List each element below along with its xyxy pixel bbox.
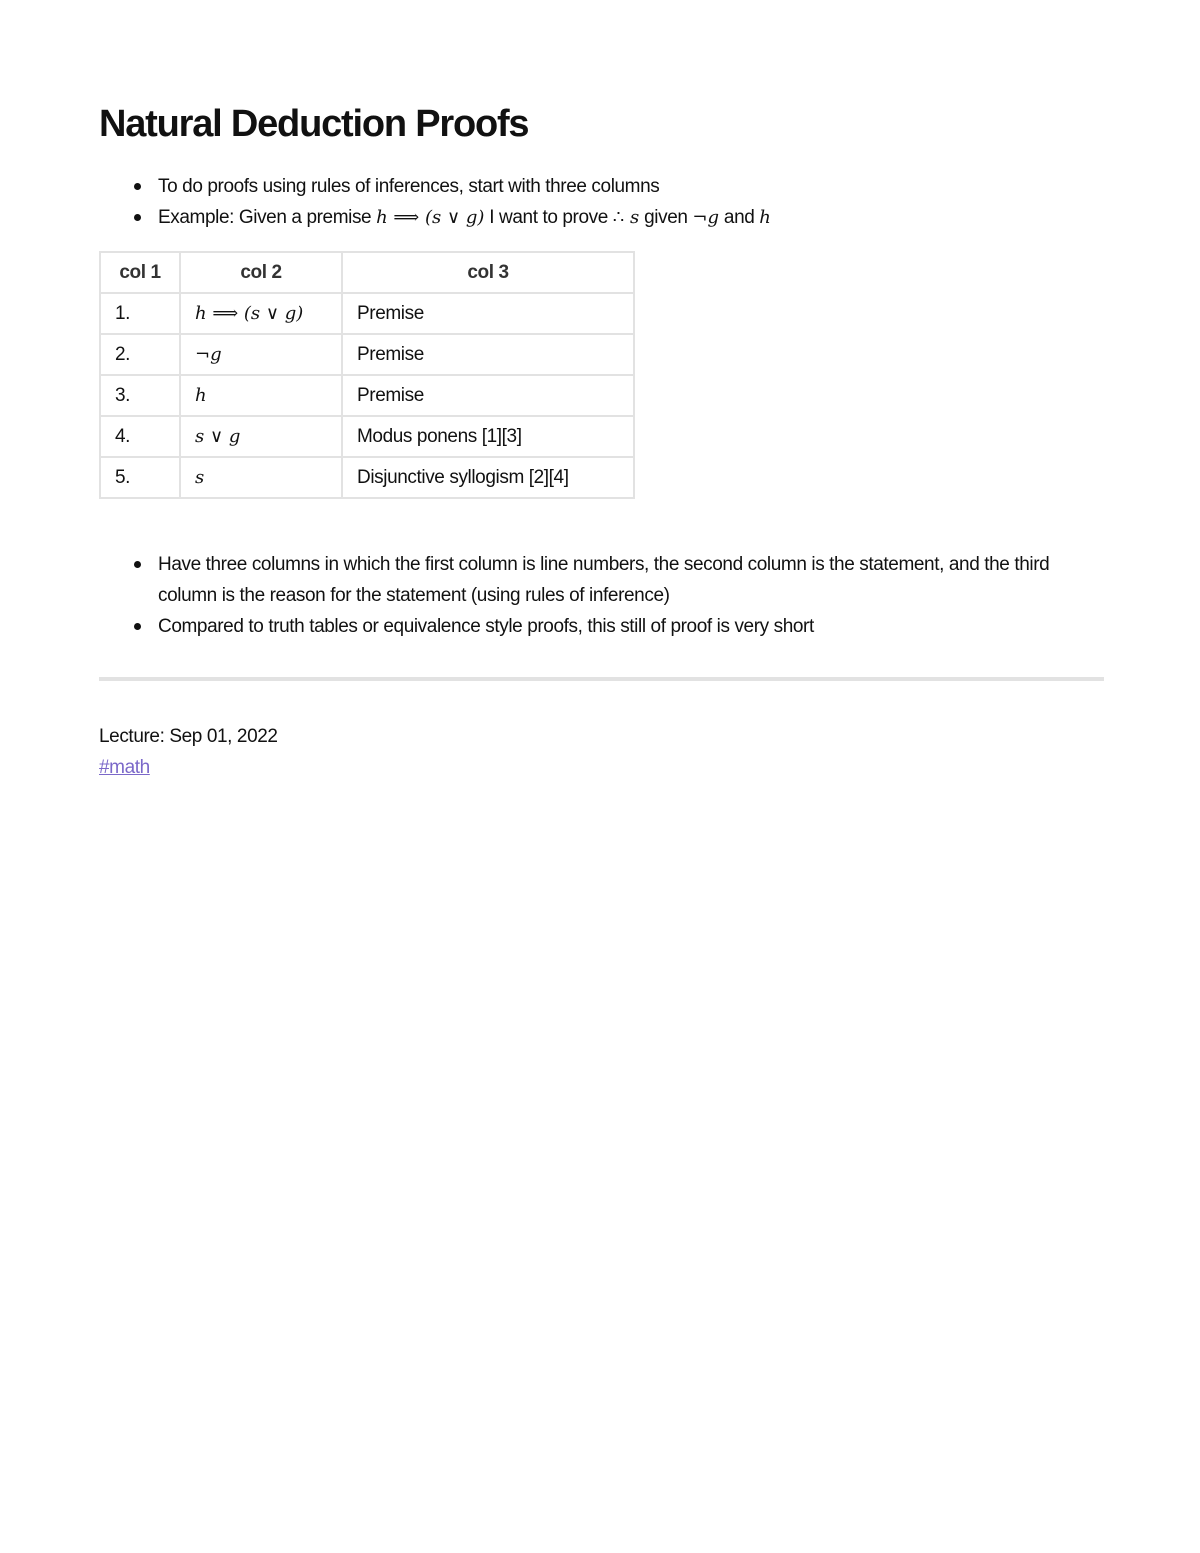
list-item-example bbox=[158, 202, 1104, 233]
therefore-symbol: ∴ bbox=[612, 207, 625, 228]
list-item: Compared to truth tables or equivalence style proofs, this still of proof is very short bbox=[158, 611, 1104, 642]
bullet-text: To do proofs using rules of inferences, start with three columns bbox=[158, 176, 660, 197]
math-s: s bbox=[629, 207, 640, 228]
table-header-row bbox=[100, 252, 634, 293]
statement-cell: s bbox=[180, 457, 342, 498]
lecture-date: Lecture: Sep 01, 2022 bbox=[99, 726, 278, 747]
table-row bbox=[100, 334, 634, 375]
intro-bullet-list bbox=[99, 171, 1104, 233]
section-divider bbox=[99, 677, 1104, 681]
table-row bbox=[100, 457, 634, 498]
table-row bbox=[100, 293, 634, 334]
statement-cell: ¬g bbox=[180, 334, 342, 375]
math-s-or-g: (s ∨ g) bbox=[424, 207, 485, 228]
reason-cell: Premise bbox=[342, 334, 634, 375]
page-title: Natural Deduction Proofs bbox=[99, 103, 529, 145]
statement-cell: h bbox=[180, 375, 342, 416]
line-number-cell: 2. bbox=[100, 334, 180, 375]
statement-cell: h ⟹ (s ∨ g) bbox=[180, 293, 342, 334]
proof-table bbox=[99, 251, 635, 499]
line-number-cell: 5. bbox=[100, 457, 180, 498]
math-tag-link[interactable]: #math bbox=[99, 757, 150, 778]
line-number-cell: 1. bbox=[100, 293, 180, 334]
example-lead-text: Example: Given a premise bbox=[158, 207, 377, 228]
reason-cell: Premise bbox=[342, 375, 634, 416]
example-and-text: and bbox=[719, 207, 760, 228]
example-given-text: given bbox=[639, 207, 693, 228]
list-item: Have three columns in which the first column is line numbers, the second column is the statement, and the third column is the reason for the statement (using rules of inference) bbox=[158, 549, 1104, 611]
reason-cell: Disjunctive syllogism [2][4] bbox=[342, 457, 634, 498]
math-premise bbox=[376, 207, 484, 228]
column-header: col 3 bbox=[342, 252, 634, 293]
math-h-final: h bbox=[759, 207, 771, 228]
statement-cell: s ∨ g bbox=[180, 416, 342, 457]
example-middle-text: I want to prove bbox=[484, 207, 613, 228]
list-item bbox=[158, 171, 1104, 202]
reason-cell: Modus ponens [1][3] bbox=[342, 416, 634, 457]
line-number-cell: 4. bbox=[100, 416, 180, 457]
math-goal bbox=[613, 207, 639, 228]
math-not-g: ¬g bbox=[692, 207, 720, 228]
math-h: h bbox=[376, 207, 388, 228]
column-header: col 1 bbox=[100, 252, 180, 293]
line-number-cell: 3. bbox=[100, 375, 180, 416]
table-row bbox=[100, 375, 634, 416]
table-row bbox=[100, 416, 634, 457]
column-header: col 2 bbox=[180, 252, 342, 293]
explanation-bullet-list bbox=[99, 549, 1104, 642]
reason-cell: Premise bbox=[342, 293, 634, 334]
implies-symbol: ⟹ bbox=[393, 207, 420, 228]
